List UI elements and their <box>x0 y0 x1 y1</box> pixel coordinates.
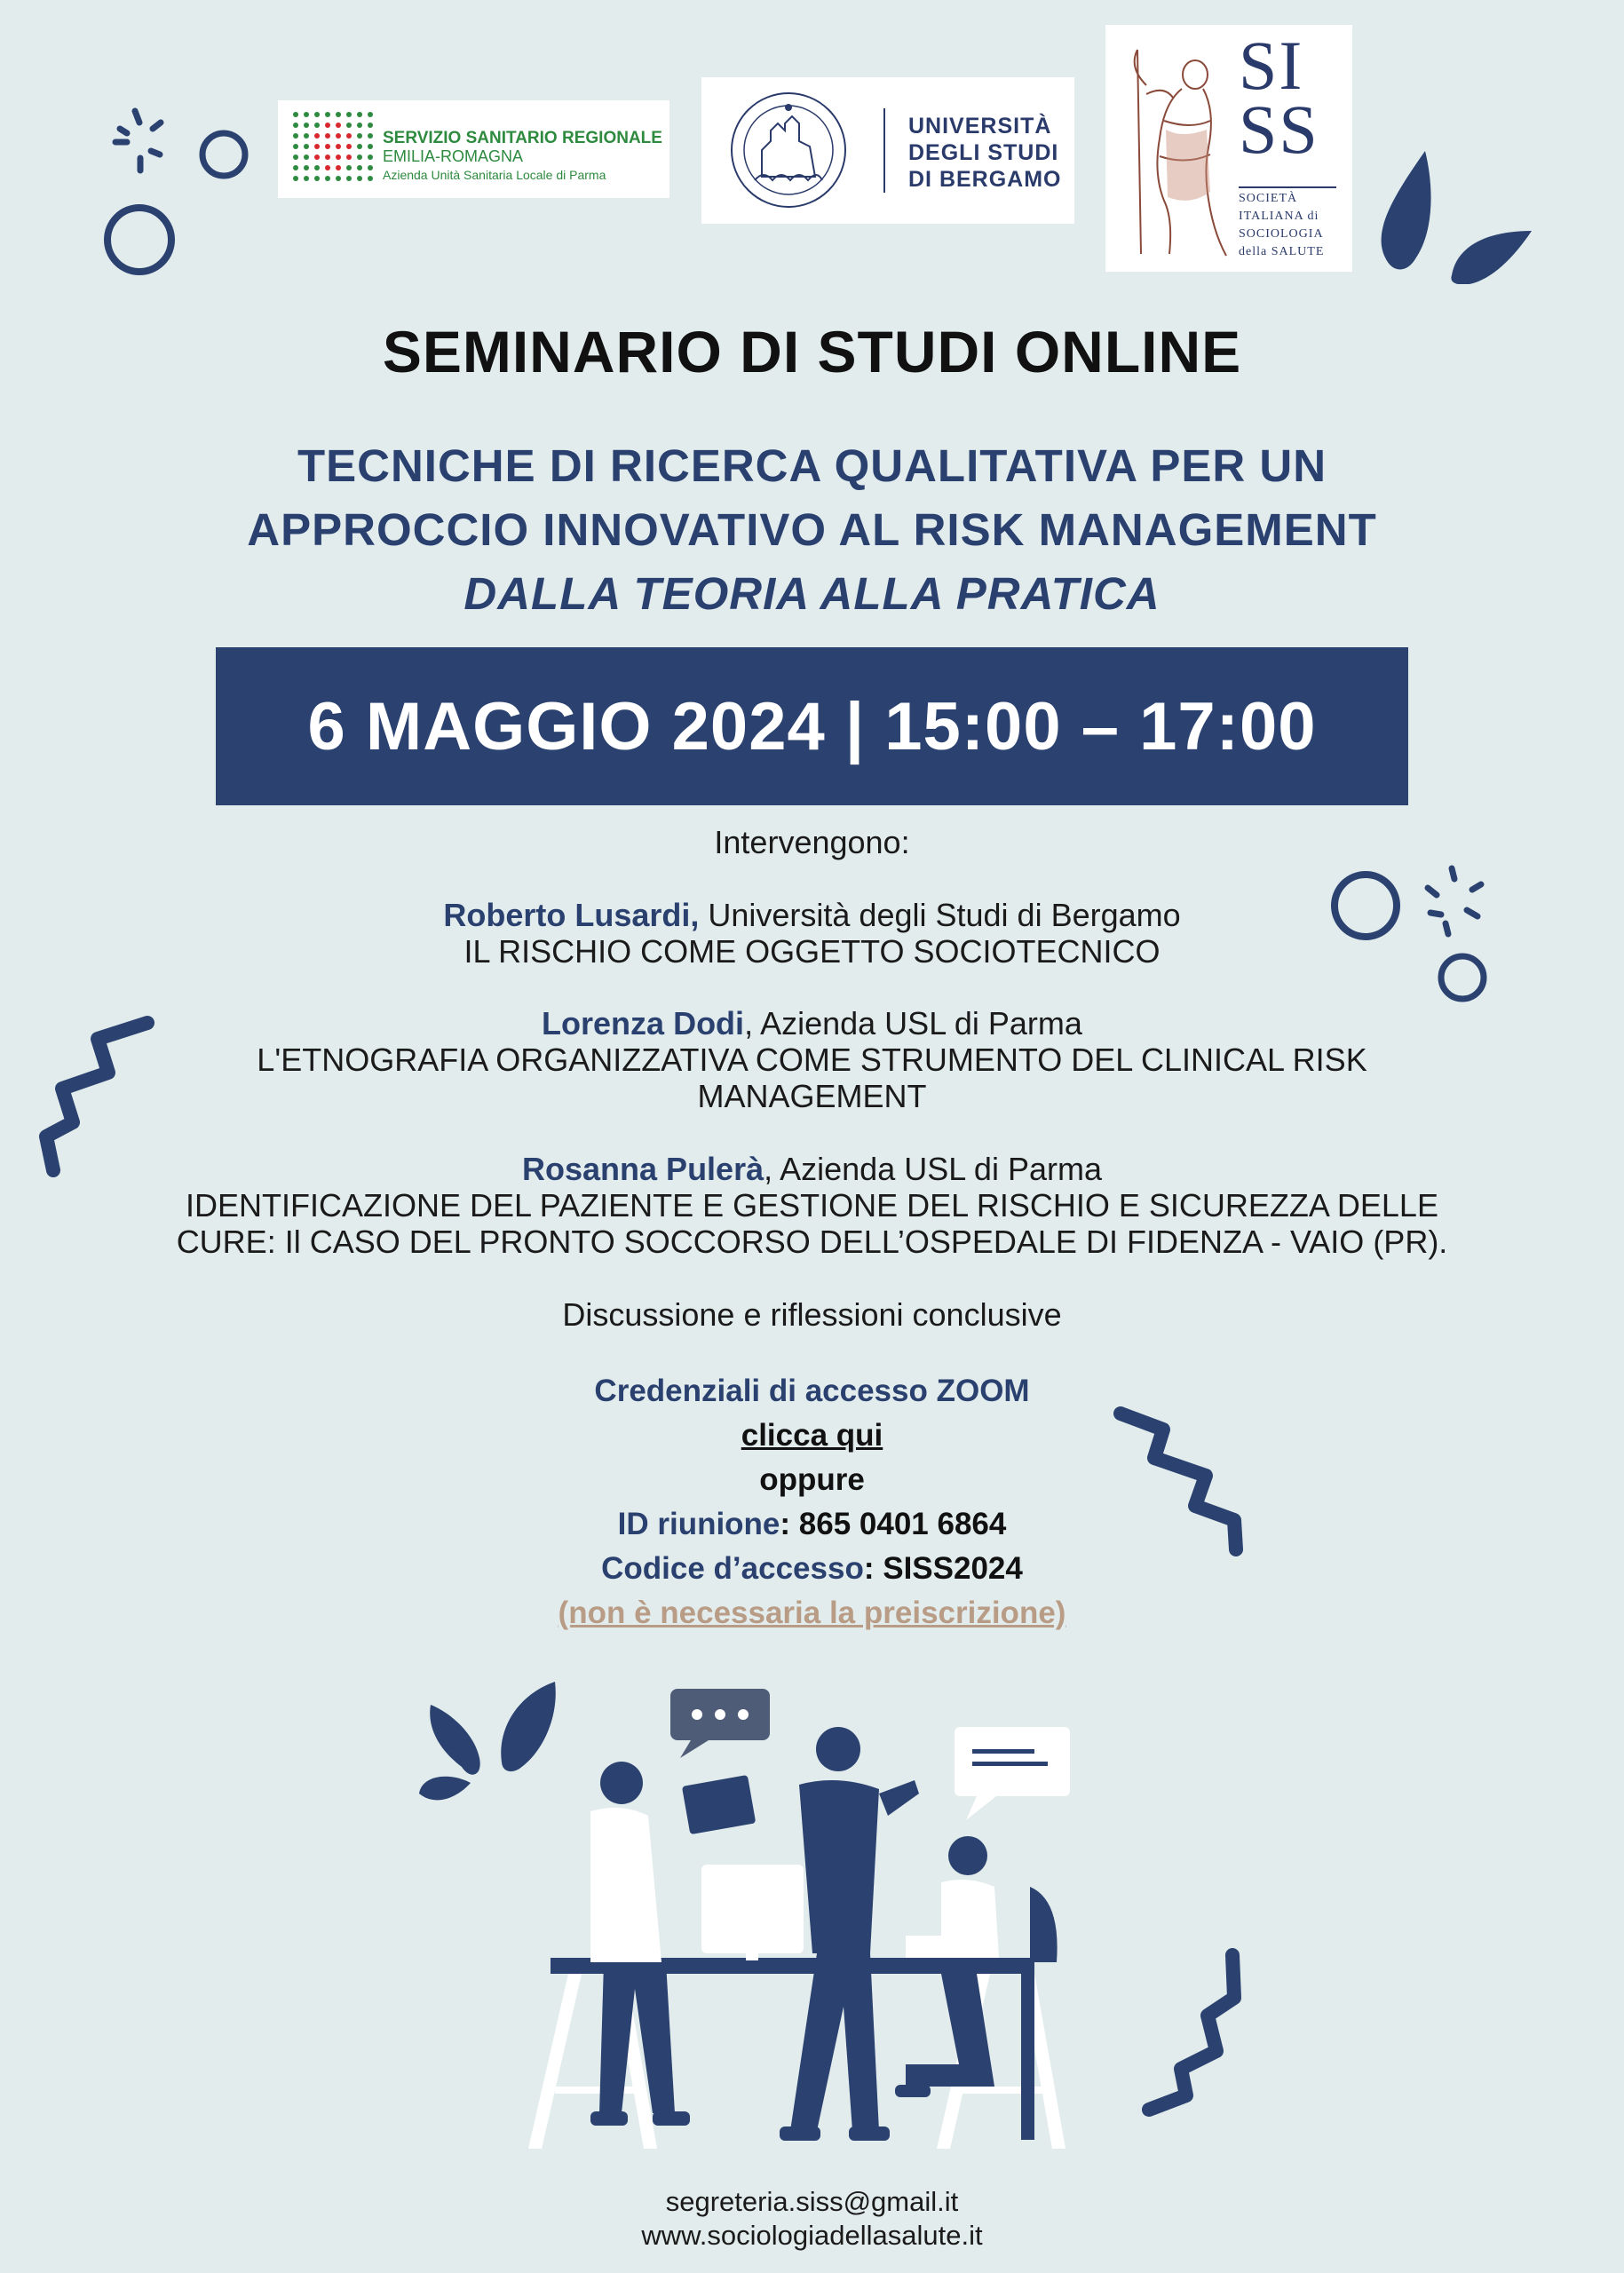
siss-sub1: SOCIETÀ <box>1239 192 1298 205</box>
speaker-2-topic-line1: L'ETNOGRAFIA ORGANIZZATIVA COME STRUMENTO DEL CLINICAL RISK <box>257 1041 1367 1078</box>
speaker-2-header <box>0 1005 1624 1041</box>
unibg-seal-icon <box>717 88 860 212</box>
speaker-1-name: Roberto Lusardi, <box>443 897 700 933</box>
ssr-line1: SERVIZIO SANITARIO REGIONALE <box>383 129 662 147</box>
ssr-dot-grid-icon <box>289 107 377 191</box>
siss-rule-top <box>1239 186 1336 188</box>
registration-note-link[interactable]: (non è necessaria la preiscrizione) <box>558 1596 1066 1630</box>
zoom-link[interactable] <box>0 1414 1624 1458</box>
event-kind-heading: SEMINARIO DI STUDI ONLINE <box>382 319 1242 384</box>
zoom-heading: Credenziali di accesso ZOOM <box>594 1374 1030 1408</box>
unibg-separator <box>883 108 885 193</box>
siss-sub4: della SALUTE <box>1239 245 1325 258</box>
unibg-line2: DEGLI STUDI <box>908 140 1059 165</box>
speakers-intro: Intervengono: <box>714 824 910 860</box>
date-time-banner <box>216 647 1408 805</box>
speech-bubble-lines-icon <box>955 1727 1070 1820</box>
unibg-line3: DI BERGAMO <box>908 167 1062 192</box>
team-meeting-illustration <box>408 1669 1208 2166</box>
speaker-2-name: Lorenza Dodi <box>542 1005 745 1041</box>
siss-engraving-figure-icon <box>1111 32 1235 265</box>
speaker-3-topic-line2: CURE: Il CASO DEL PRONTO SOCCORSO DELL’OSPEDALE DI FIDENZA - VAIO (PR). <box>176 1224 1448 1260</box>
event-title-line1: TECNICHE DI RICERCA QUALITATIVA PER UN <box>297 440 1327 491</box>
siss-letters-row2: SS <box>1239 91 1319 168</box>
siss-sub2: ITALIANA di <box>1239 210 1319 223</box>
zoom-or: oppure <box>759 1462 865 1497</box>
decor-top-right-drops-icon <box>1367 142 1545 284</box>
passcode-label: Codice d’accesso <box>601 1551 864 1586</box>
meeting-id-label: ID riunione <box>617 1507 780 1541</box>
passcode-value: : SISS2024 <box>863 1551 1023 1586</box>
speaker-3-name: Rosanna Pulerà <box>522 1151 764 1187</box>
decor-top-left-circles-icon <box>0 0 293 293</box>
speaker-1-header <box>0 897 1624 933</box>
speaker-2-topic-line2: MANAGEMENT <box>697 1078 927 1114</box>
speaker-3-header <box>0 1151 1624 1187</box>
illustration-drop-left-icon <box>430 1705 479 1775</box>
event-title-line2: APPROCCIO INNOVATIVO AL RISK MANAGEMENT <box>247 504 1377 555</box>
siss-sub3: SOCIOLOGIA <box>1239 227 1324 241</box>
speaker-1-topic: IL RISCHIO COME OGGETTO SOCIOTECNICO <box>463 933 1161 970</box>
event-subtitle: DALLA TEORIA ALLA PRATICA <box>463 568 1161 619</box>
speech-bubble-dots-icon <box>670 1689 770 1758</box>
speaker-3-affiliation: , Azienda USL di Parma <box>764 1151 1102 1187</box>
meeting-id-value: : 865 0401 6864 <box>780 1507 1007 1541</box>
speaker-2-affiliation: , Azienda USL di Parma <box>744 1005 1082 1041</box>
closing-discussion: Discussione e riflessioni conclusive <box>562 1296 1062 1333</box>
contact-email[interactable]: segreteria.siss@gmail.it <box>665 2186 959 2217</box>
date-time-text: 6 MAGGIO 2024 | 15:00 – 17:00 <box>307 688 1317 764</box>
illustration-drop-right-icon <box>501 1682 556 1771</box>
siss-logo <box>1105 25 1352 272</box>
zoom-passcode <box>0 1547 1624 1591</box>
unibg-logo <box>701 77 1074 224</box>
unibg-line1: UNIVERSITÀ <box>908 114 1052 139</box>
registration-note[interactable] <box>0 1591 1624 1635</box>
speaker-3-topic-line1: IDENTIFICAZIONE DEL PAZIENTE E GESTIONE DEL RISCHIO E SICUREZZA DELLE <box>186 1187 1438 1224</box>
ssr-line2: EMILIA-ROMAGNA <box>383 147 524 165</box>
ssr-line3: Azienda Unità Sanitaria Locale di Parma <box>383 168 606 182</box>
ssr-emilia-romagna-logo <box>278 100 669 198</box>
speaker-1-affiliation: Università degli Studi di Bergamo <box>699 897 1181 933</box>
zoom-meeting-id <box>0 1502 1624 1547</box>
zoom-link-label[interactable]: clicca qui <box>741 1418 883 1453</box>
contact-website[interactable]: www.sociologiadellasalute.it <box>641 2220 983 2251</box>
siss-letters-row1: SI <box>1239 27 1304 104</box>
